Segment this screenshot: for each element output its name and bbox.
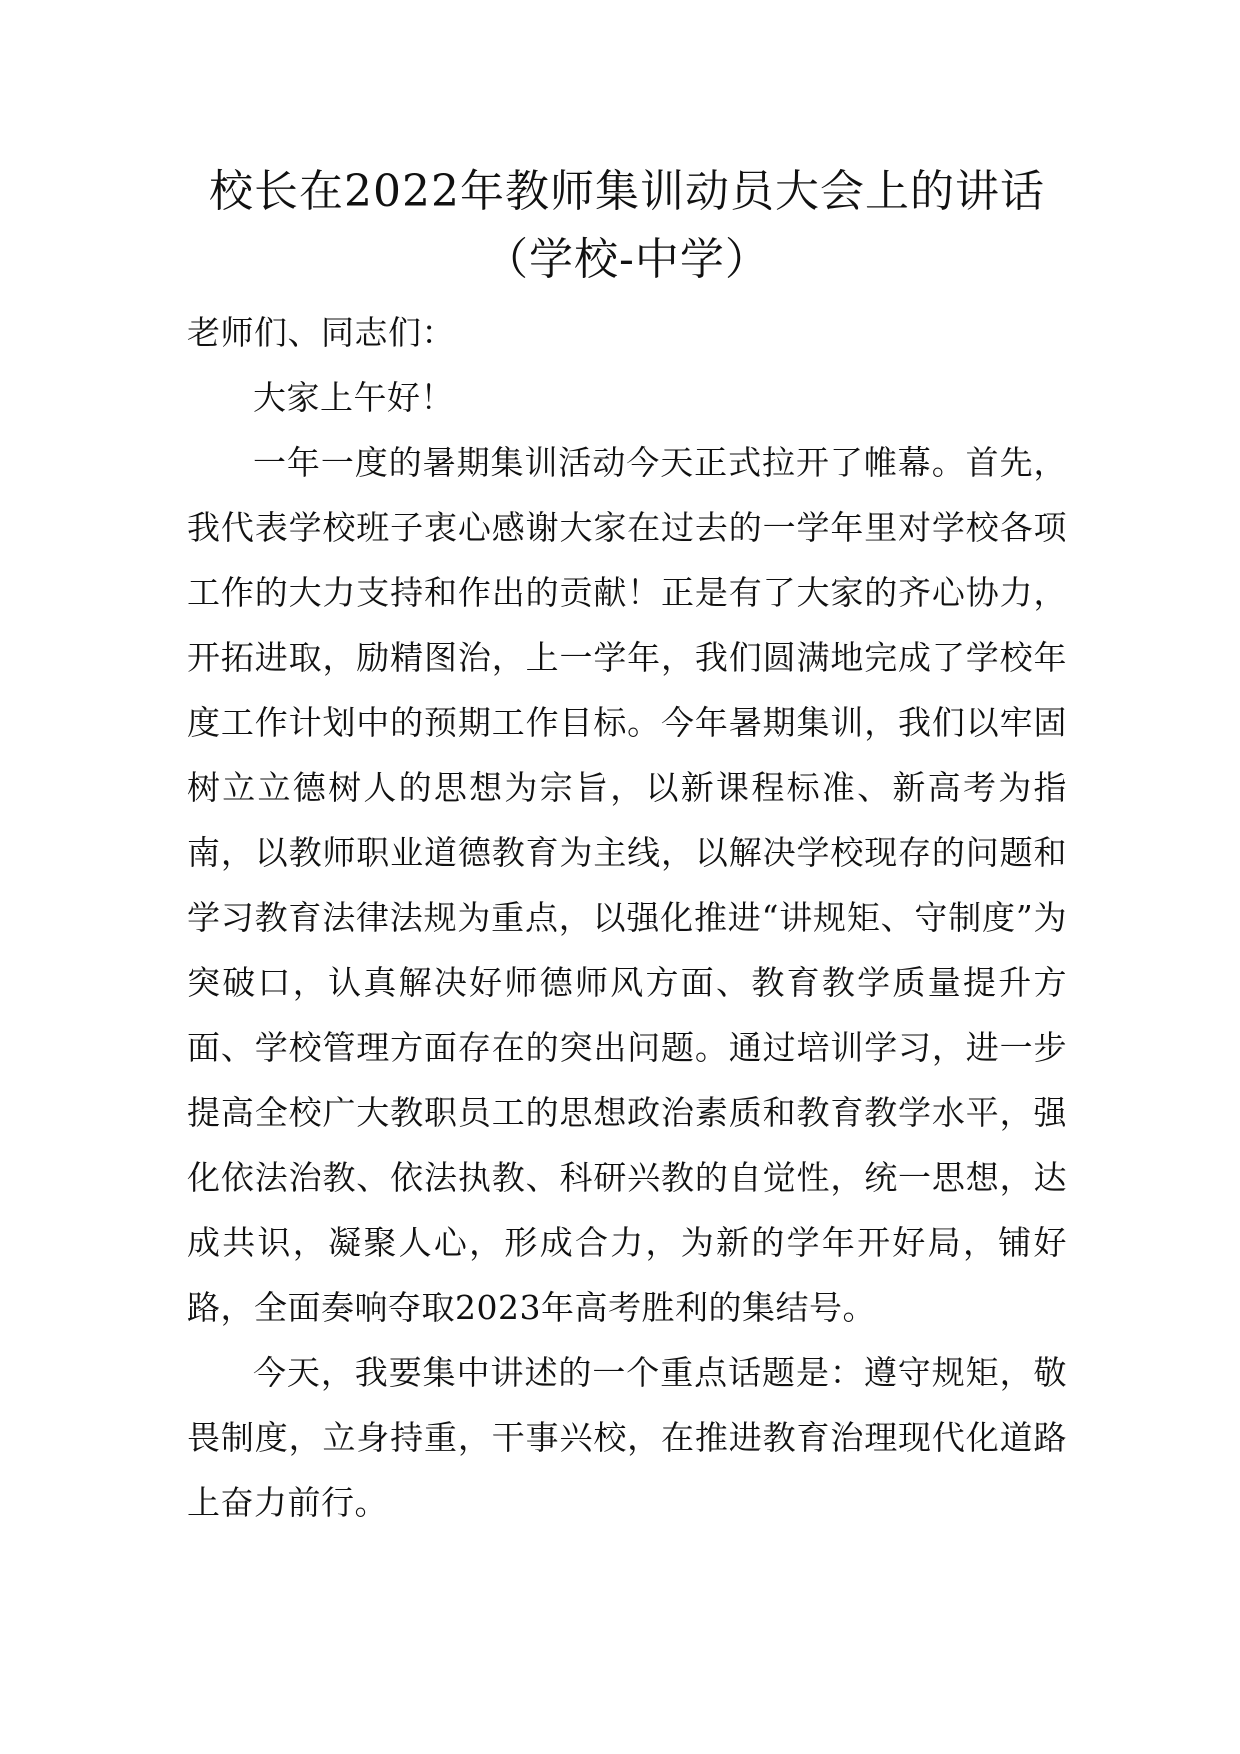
greeting: 大家上午好！ bbox=[253, 378, 454, 417]
salutation: 老师们、同志们： bbox=[187, 313, 455, 352]
title-line-2: （学校-中学） bbox=[484, 234, 770, 285]
paragraph-1: 一年一度的暑期集训活动今天正式拉开了帷幕。首先，我代表学校班子衷心感谢大家在过去的一学年里对学校各项工作的大力支持和作出的贡献！正是有了大家的齐心协力，开拓进取，励精图治，上一学年，我们圆满地完成了学校年度工作计划中的预期工作目标。今年暑期集训，我们以牢固树立立德树人的思想为宗旨，以新课程标准、新高考为指南，以教师职业道德教育为主线，以解决学校现存的问题和学习教育法律法规为重点，以强化推进“讲规矩、守制度”为突破口，认真解决好师德师风方面、教育教学质量提升方面、学校管理方面存在的突出问题。通过培训学习，进一步提高全校广大教职员工的思想政治素质和教育教学水平，强化依法治教、依法执教、科研兴教的自觉性，统一思想，达成共识，凝聚人心，形成合力，为新的学年开好局，铺好路，全面奏响夺取2023年高考胜利的集结号。 bbox=[187, 443, 1067, 1327]
title-line-1: 校长在2022年教师集训动员大会上的讲话 bbox=[209, 166, 1045, 217]
document-body bbox=[187, 158, 1067, 1535]
paragraph-2: 今天，我要集中讲述的一个重点话题是：遵守规矩，敬畏制度，立身持重，干事兴校，在推进教育治理现代化道路上奋力前行。 bbox=[187, 1353, 1067, 1522]
document-title bbox=[187, 158, 1067, 294]
